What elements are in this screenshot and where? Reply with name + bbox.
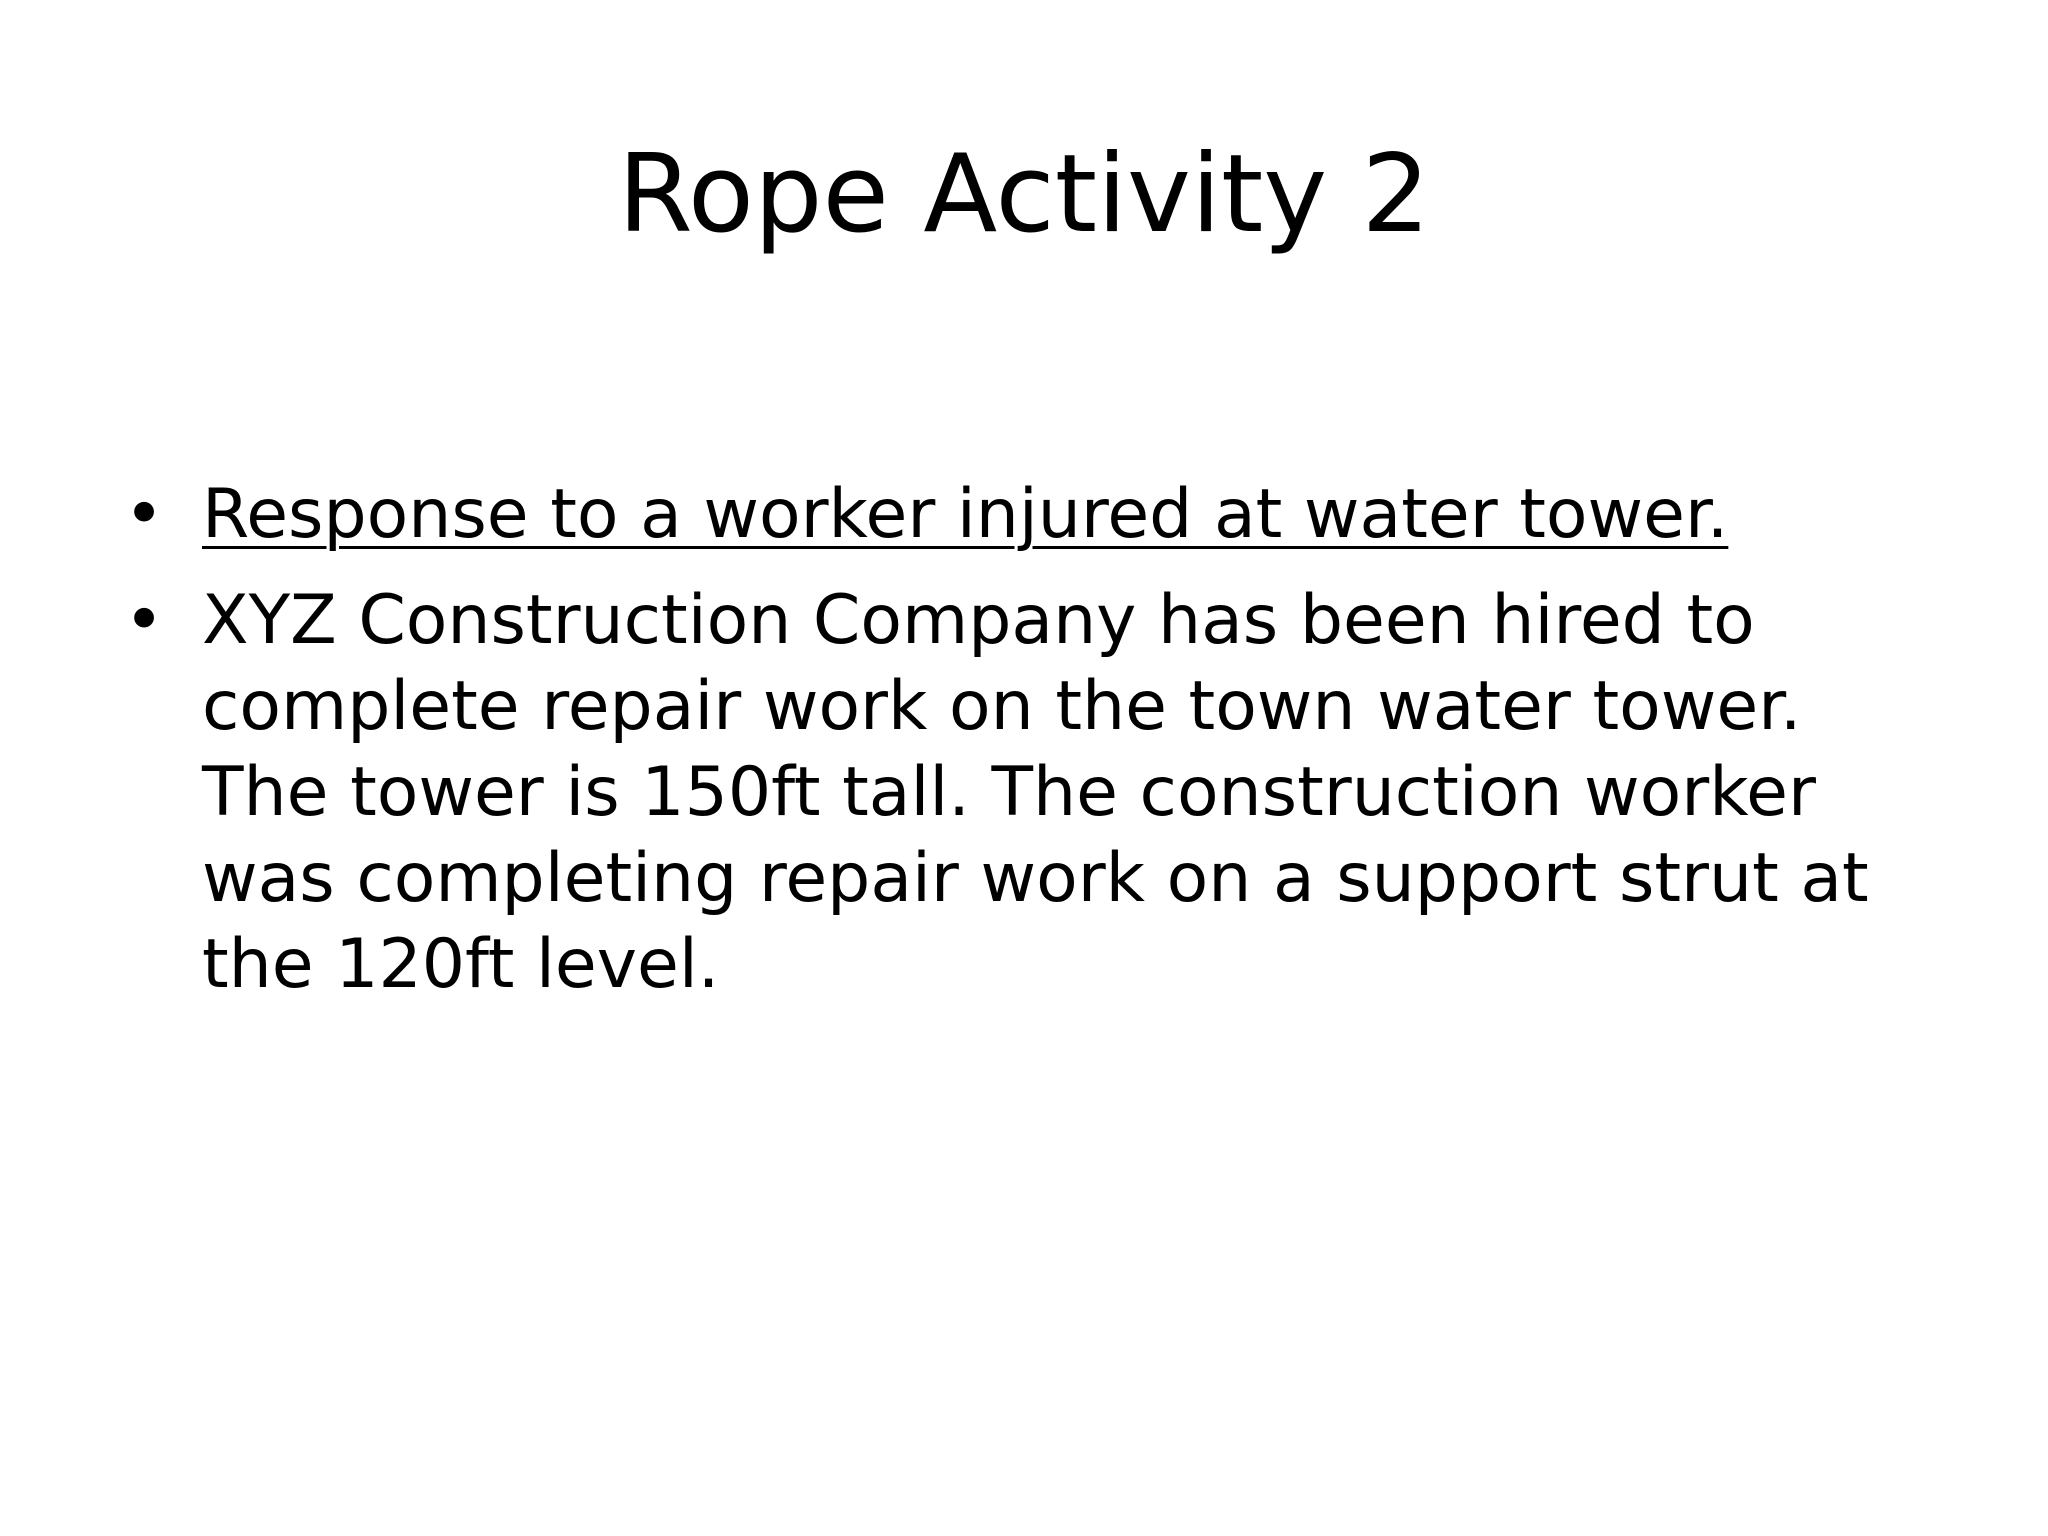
bullet-text-response: Response to a worker injured at water tower.: [202, 475, 1729, 554]
bullet-marker: •: [124, 581, 165, 660]
bullet-list: [0, 472, 2048, 1028]
bullet-item-response: [0, 472, 2048, 558]
bullet-marker: •: [124, 475, 165, 554]
slide-title: Rope Activity 2: [617, 132, 1431, 257]
bullet-item-description: [0, 578, 2048, 1008]
bullet-text-description: XYZ Construction Company has been hired to complete repair work on the town water tower. The tower is 150ft tall. The construction worker was completing repair work on a support strut at the 120ft level.: [202, 581, 1869, 1004]
